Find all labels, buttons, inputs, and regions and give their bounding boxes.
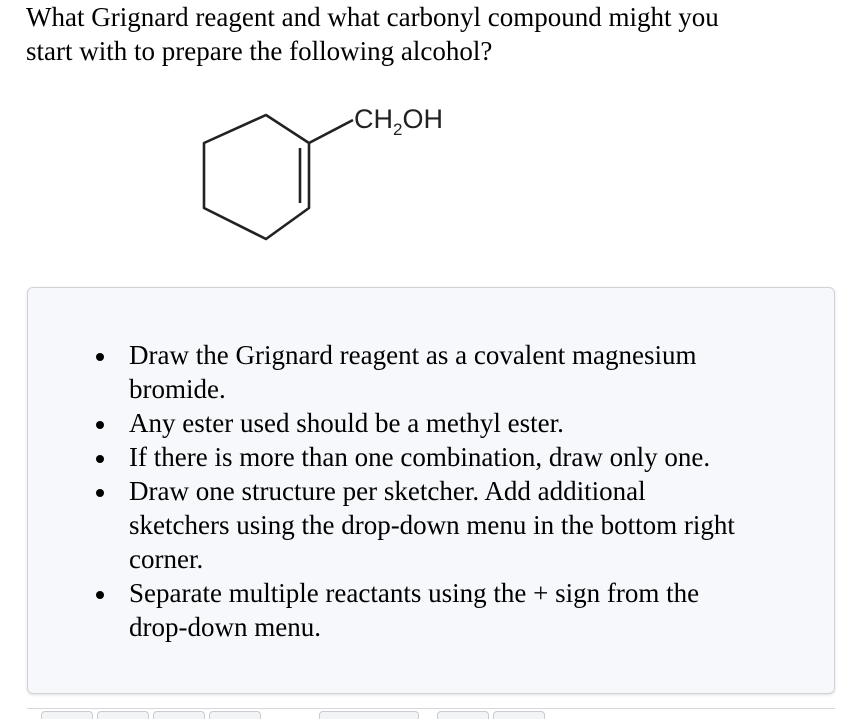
toolbar-tab[interactable] (319, 711, 419, 719)
ch2oh-label: $CH_2OH$ (354, 104, 443, 139)
question-line-1: What Grignard reagent and what carbonyl compound might you (26, 2, 719, 32)
toolbar-tab[interactable] (209, 711, 261, 719)
toolbar-tab[interactable] (493, 711, 545, 719)
cyclohexenylmethanol-diagram (190, 95, 490, 255)
question-text (26, 0, 846, 68)
list-item: Draw the Grignard reagent as a covalent magnesium bromide. (129, 338, 829, 406)
toolbar-tab[interactable] (41, 711, 93, 719)
question-line-2: start with to prepare the following alcohol? (26, 36, 493, 66)
bullet-icon (96, 353, 104, 361)
list-item: Separate multiple reactants using the + sign from the drop-down menu. (129, 576, 829, 644)
list-item: Draw one structure per sketcher. Add additional sketchers using the drop-down menu in the bottom right corner. (129, 474, 829, 576)
ring-bonds (204, 115, 309, 239)
alcohol-structure (190, 95, 490, 255)
bullet-icon (96, 421, 104, 429)
substituent-bond (309, 120, 353, 143)
bullet-icon (96, 489, 104, 497)
toolbar-tab[interactable] (97, 711, 149, 719)
toolbar-tab[interactable] (437, 711, 489, 719)
bullet-icon (96, 455, 104, 463)
instructions-box (27, 287, 835, 694)
instructions-list (28, 338, 829, 644)
list-item: Any ester used should be a methyl ester. (129, 406, 829, 440)
toolbar-tab[interactable] (153, 711, 205, 719)
sketcher-toolbar-edge (27, 708, 835, 716)
bullet-icon (96, 591, 104, 599)
list-item: If there is more than one combination, draw only one. (129, 440, 829, 474)
